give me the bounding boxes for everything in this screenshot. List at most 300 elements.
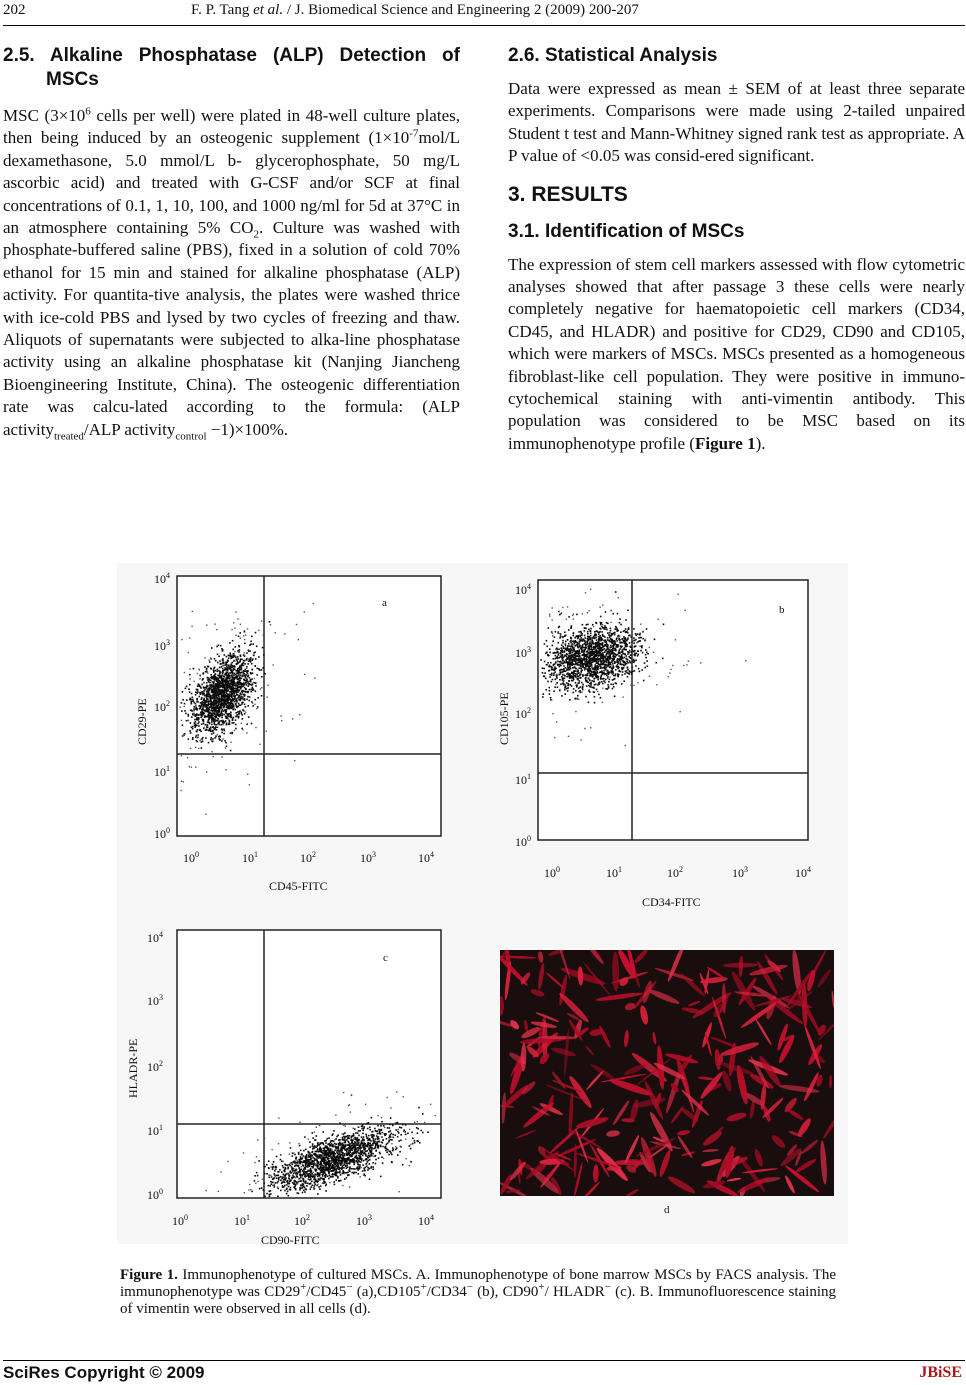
scatter-dot — [191, 716, 193, 718]
scatter-dot — [615, 661, 617, 663]
scatter-dot — [210, 739, 212, 741]
scatter-dot — [345, 1144, 347, 1146]
scatter-dot — [629, 662, 631, 664]
scatter-dot — [576, 671, 578, 673]
scatter-dot — [545, 678, 547, 680]
scatter-dot — [226, 664, 228, 666]
x-axis-label: CD34-FITC — [642, 895, 701, 909]
scatter-dot — [597, 653, 599, 655]
scatter-dot — [544, 643, 546, 645]
scatter-dot — [612, 646, 614, 648]
scatter-dot — [599, 607, 600, 608]
scatter-dot — [564, 678, 566, 680]
scatter-dot — [222, 678, 224, 680]
scatter-dot — [387, 1149, 389, 1151]
scatter-dot — [609, 679, 611, 681]
scatter-dot — [199, 705, 201, 707]
scatter-dot — [224, 709, 226, 711]
scatter-dot — [390, 1130, 392, 1132]
scatter-dot — [202, 673, 204, 675]
scatter-dot — [563, 665, 565, 667]
scatter-dot — [580, 645, 582, 647]
scatter-dot — [612, 688, 614, 690]
scatter-dot — [246, 668, 247, 669]
scatter-dot — [255, 699, 257, 701]
scatter-dot — [213, 697, 215, 699]
scatter-dot — [223, 699, 225, 701]
scatter-dot — [555, 631, 557, 633]
scatter-dot — [658, 619, 659, 620]
scatter-dot — [277, 1188, 279, 1190]
scatter-dot — [244, 643, 246, 645]
scatter-dot — [566, 619, 567, 620]
scatter-dot — [222, 685, 224, 687]
scatter-dot — [586, 685, 588, 687]
scatter-dot — [285, 1167, 287, 1169]
scatter-dot — [620, 624, 622, 626]
scatter-dot — [239, 651, 240, 652]
scatter-dot — [590, 682, 592, 684]
scatter-dot — [193, 714, 194, 715]
scatter-dot — [234, 691, 236, 693]
scatter-dot — [219, 720, 220, 721]
scatter-dot — [293, 1170, 295, 1172]
scatter-dot — [198, 748, 199, 749]
scatter-dot — [380, 1146, 382, 1148]
scatter-dot — [304, 1191, 306, 1193]
scatter-dot — [308, 1151, 310, 1153]
scatter-dot — [679, 711, 680, 712]
scatter-dot — [599, 641, 600, 642]
scatter-dot — [182, 691, 184, 693]
scatter-dot — [564, 655, 566, 657]
scatter-dot — [609, 637, 611, 639]
scatter-dot — [224, 664, 226, 666]
scatter-dot — [618, 597, 619, 598]
scatter-dot — [402, 1164, 404, 1166]
scatter-dot — [363, 1126, 365, 1128]
scatter-dot — [298, 1153, 300, 1155]
scatter-dot — [232, 665, 234, 667]
scatter-dot — [388, 1137, 390, 1139]
scatter-dot — [217, 694, 219, 696]
scatter-dot — [180, 790, 181, 791]
scatter-dot — [353, 1168, 355, 1170]
scatter-dot — [587, 638, 589, 640]
scatter-dot — [597, 631, 599, 633]
scatter-dot — [610, 645, 612, 647]
scatter-dot — [181, 639, 182, 640]
scatter-dot — [195, 703, 197, 705]
scatter-dot — [314, 1184, 316, 1186]
scatter-dot — [610, 650, 612, 652]
scatter-dot — [542, 696, 544, 698]
scatter-dot — [565, 643, 567, 645]
scatter-dot — [199, 675, 201, 677]
scatter-dot — [575, 682, 577, 684]
scatter-dot — [571, 677, 573, 679]
scatter-dot — [241, 659, 243, 661]
scatter-dot — [626, 644, 628, 646]
scatter-dot — [581, 649, 583, 651]
scatter-dot — [196, 698, 198, 700]
scatter-dot — [212, 684, 214, 686]
scatter-dot — [574, 698, 576, 700]
scatter-dot — [251, 636, 253, 638]
figure-reference: Figure 1 — [694, 433, 756, 453]
scatter-dot — [646, 652, 648, 654]
scatter-dot — [241, 672, 243, 674]
scatter-dot — [568, 616, 570, 618]
scatter-dot — [634, 670, 636, 672]
tick-exponent: 1 — [254, 850, 258, 859]
scatter-dot — [317, 1193, 319, 1195]
scatter-dot — [199, 729, 201, 731]
scatter-dot — [567, 690, 569, 692]
scatter-dot — [191, 767, 192, 768]
scatter-dot — [196, 719, 198, 721]
scatter-dot — [216, 698, 217, 699]
scatter-dot — [584, 728, 585, 729]
scatter-dot — [284, 1169, 286, 1171]
scatter-dot — [580, 692, 582, 694]
scatter-dot — [232, 709, 234, 711]
scatter-dot — [183, 734, 184, 735]
scatter-dot — [422, 1132, 424, 1134]
scatter-dot — [592, 640, 594, 642]
scatter-dot — [623, 631, 625, 633]
scatter-dot — [591, 661, 592, 662]
scatter-dot — [224, 654, 226, 656]
scatter-dot — [204, 703, 206, 705]
scatter-dot — [243, 635, 244, 636]
scatter-dot — [381, 1156, 383, 1158]
scatter-dot — [233, 622, 234, 623]
scatter-dot — [219, 660, 221, 662]
scatter-dot — [252, 658, 254, 660]
scatter-dot — [578, 667, 580, 669]
scatter-dot — [276, 1156, 278, 1158]
scatter-dot — [228, 673, 230, 675]
scatter-dot — [610, 657, 612, 659]
scatter-dot — [646, 628, 648, 630]
scatter-dot — [606, 662, 608, 664]
scatter-dot — [590, 645, 592, 647]
scatter-dot — [389, 1124, 391, 1126]
scatter-dot — [598, 654, 600, 656]
scatter-dot — [688, 661, 689, 662]
scatter-dot — [380, 1125, 382, 1127]
scatter-dot — [549, 690, 551, 692]
scatter-dot — [247, 676, 249, 678]
scatter-dot — [551, 699, 552, 700]
scatter-dot — [230, 714, 232, 716]
scatter-dot — [573, 618, 574, 619]
scatter-dot — [642, 652, 644, 654]
scatter-dot — [192, 697, 194, 699]
scatter-dot — [589, 645, 591, 647]
text-run: MSC (3×10 — [3, 106, 86, 125]
scatter-dot — [234, 666, 236, 668]
tick-label: 10 — [154, 572, 166, 586]
scatter-dot — [574, 645, 576, 647]
y-axis-label: CD105-PE — [497, 692, 511, 745]
scatter-dot — [261, 695, 263, 697]
scatter-dot — [304, 674, 305, 675]
scatter-dot — [414, 1140, 416, 1142]
scatter-dot — [238, 678, 240, 680]
scatter-dot — [565, 684, 566, 685]
scatter-dot — [232, 674, 233, 675]
scatter-dot — [365, 1153, 367, 1155]
scatter-dot — [198, 692, 199, 693]
scatter-dot — [237, 618, 238, 619]
page-number: 202 — [3, 2, 26, 18]
scatter-dot — [203, 686, 205, 688]
scatter-dot — [242, 690, 244, 692]
scatter-dot — [225, 682, 227, 684]
scatter-dot — [563, 637, 564, 638]
scatter-dot — [564, 662, 566, 664]
scatter-dot — [593, 671, 595, 673]
scatter-dot — [206, 729, 208, 731]
scatter-dot — [347, 1174, 349, 1176]
scatter-dot — [310, 1188, 312, 1190]
scatter-dot — [305, 1168, 307, 1170]
scatter-dot — [193, 708, 195, 710]
scatter-dot — [213, 711, 214, 712]
scatter-dot — [564, 689, 566, 691]
scatter-dot — [600, 671, 602, 673]
scatter-dot — [631, 649, 633, 651]
scatter-dot — [600, 637, 602, 639]
scatter-dot — [250, 641, 252, 643]
tick-exponent: 3 — [372, 850, 376, 859]
scatter-dot — [366, 1159, 368, 1161]
scatter-dot — [216, 691, 218, 693]
scatter-dot — [229, 642, 231, 644]
scatter-dot — [359, 1139, 361, 1141]
scatter-dot — [228, 713, 230, 715]
scatter-dot — [566, 688, 568, 690]
text-run: cells per well) were plated in 48-well culture plates, then being induced by an osteogenic supplement (1×10 — [3, 106, 460, 148]
scatter-dot — [594, 669, 596, 671]
scatter-dot — [583, 654, 585, 656]
scatter-dot — [581, 635, 583, 637]
scatter-dot — [205, 724, 207, 726]
scatter-dot — [571, 664, 573, 666]
scatter-dot — [203, 682, 204, 683]
scatter-dot — [323, 1183, 325, 1185]
scatter-dot — [252, 705, 254, 707]
scatter-dot — [269, 1194, 271, 1196]
scatter-dot — [222, 702, 224, 704]
scatter-dot — [578, 688, 580, 690]
scatter-dot — [201, 684, 203, 686]
scatter-dot — [226, 693, 228, 695]
scatter-dot — [213, 671, 215, 673]
scatter-dot — [338, 1144, 340, 1146]
scatter-dot — [226, 746, 228, 748]
panel-label: a — [382, 597, 387, 609]
scatter-dot — [214, 673, 216, 675]
scatter-dot — [249, 681, 251, 683]
scatter-dot — [603, 678, 605, 680]
scatter-dot — [360, 1150, 362, 1152]
scatter-dot — [649, 647, 650, 648]
scatter-dot — [219, 667, 221, 669]
scatter-dot — [274, 1184, 276, 1186]
scatter-dot — [182, 699, 184, 701]
scatter-dot — [314, 1139, 316, 1141]
scatter-dot — [562, 642, 564, 644]
scatter-dot — [604, 682, 606, 684]
scatter-dot — [300, 1158, 302, 1160]
scatter-dot — [264, 673, 266, 675]
scatter-dot — [245, 691, 247, 693]
scatter-dot — [214, 737, 216, 739]
scatter-dot — [284, 1185, 286, 1187]
scatter-dot — [610, 630, 612, 632]
scatter-dot — [550, 697, 552, 699]
scatter-dot — [624, 654, 626, 656]
scatter-dot — [216, 707, 218, 709]
scatter-dot — [202, 679, 204, 681]
scatter-dot — [686, 664, 687, 665]
scatter-dot — [192, 737, 194, 739]
scatter-dot — [200, 702, 202, 704]
scatter-dot — [623, 680, 625, 682]
scatter-dot — [209, 687, 211, 689]
scatter-dot — [222, 675, 223, 676]
scatter-dot — [227, 667, 229, 669]
scatter-dot — [378, 1146, 380, 1148]
scatter-dot — [605, 656, 607, 658]
scatter-dot — [240, 678, 242, 680]
scatter-dot — [368, 1168, 370, 1170]
scatter-dot — [608, 656, 610, 658]
scatter-dot — [227, 706, 229, 708]
scatter-dot — [573, 688, 575, 690]
scatter-dot — [191, 703, 193, 705]
scatter-dot — [263, 654, 265, 656]
scatter-dot — [276, 1177, 278, 1179]
scatter-dot — [566, 668, 567, 669]
scatter-dot — [237, 697, 239, 699]
scatter-dot — [194, 726, 196, 728]
scatter-dot — [243, 665, 245, 667]
scatter-dot — [201, 698, 203, 700]
scatter-dot — [611, 639, 613, 641]
scatter-dot — [254, 1180, 256, 1182]
scatter-dot — [245, 688, 247, 690]
scatter-dot — [230, 680, 232, 682]
text-run: /ALP activity — [83, 419, 176, 439]
scatter-dot — [371, 1136, 373, 1138]
scatter-dot — [192, 699, 194, 701]
scatter-dot — [240, 660, 242, 662]
scatter-dot — [222, 720, 224, 722]
scatter-dot — [261, 676, 263, 678]
scatter-dot — [622, 671, 624, 673]
scatter-dot — [353, 1164, 355, 1166]
scatter-dot — [635, 633, 637, 635]
scatter-dot — [642, 638, 644, 640]
scatter-dot — [225, 720, 227, 722]
scatter-dot — [590, 633, 592, 635]
scatter-dot — [624, 642, 626, 644]
scatter-dot — [212, 710, 214, 712]
scatter-dot — [307, 1170, 309, 1172]
scatter-dot — [656, 662, 658, 664]
scatter-dot — [577, 685, 579, 687]
scatter-dot — [591, 659, 593, 661]
scatter-dot — [552, 645, 554, 647]
scatter-dot — [555, 655, 557, 657]
tick-label: 10 — [795, 866, 807, 880]
scatter-dot — [621, 660, 622, 661]
scatter-dot — [190, 748, 191, 749]
scatter-dot — [592, 637, 594, 639]
scatter-dot — [585, 665, 587, 667]
scatter-dot — [206, 696, 208, 698]
scatter-dot — [580, 632, 582, 634]
scatter-dot — [615, 591, 617, 593]
scatter-dot — [257, 1175, 259, 1177]
scatter-dot — [560, 635, 562, 637]
scatter-dot — [625, 619, 627, 621]
scatter-dot — [647, 665, 649, 667]
scatter-dot — [303, 1190, 305, 1192]
scatter-dot — [333, 1181, 335, 1183]
scatter-dot — [591, 665, 593, 667]
scatter-dot — [235, 712, 237, 714]
scatter-dot — [242, 729, 243, 730]
scatter-dot — [221, 666, 223, 668]
scatter-dot — [214, 718, 216, 720]
scatter-dot — [226, 707, 228, 709]
scatter-dot — [250, 659, 252, 661]
scatter-dot — [632, 671, 634, 673]
scatter-dot — [236, 716, 238, 718]
scatter-dot — [250, 657, 252, 659]
scatter-dot — [559, 672, 561, 674]
scatter-dot — [197, 685, 199, 687]
scatter-dot — [230, 669, 232, 671]
scatter-dot — [617, 662, 619, 664]
scatter-dot — [310, 1146, 312, 1148]
scatter-dot — [633, 651, 635, 653]
scatter-dot — [584, 627, 586, 629]
scatter-dot — [207, 704, 209, 706]
scatter-dot — [598, 642, 600, 644]
scatter-dot — [552, 640, 554, 642]
scatter-dot — [362, 1133, 364, 1135]
scatter-dot — [210, 668, 212, 670]
scatter-dot — [596, 662, 598, 664]
scatter-dot — [269, 621, 271, 623]
scatter-dot — [218, 736, 220, 738]
scatter-dot — [589, 689, 590, 690]
scatter-dot — [567, 684, 569, 686]
scatter-dot — [287, 1167, 289, 1169]
scatter-dot — [585, 641, 587, 643]
scatter-dot — [578, 658, 580, 660]
scatter-dot — [590, 589, 591, 590]
scatter-dot — [278, 1179, 280, 1181]
scatter-dot — [216, 677, 218, 679]
scatter-dot — [375, 1138, 377, 1140]
